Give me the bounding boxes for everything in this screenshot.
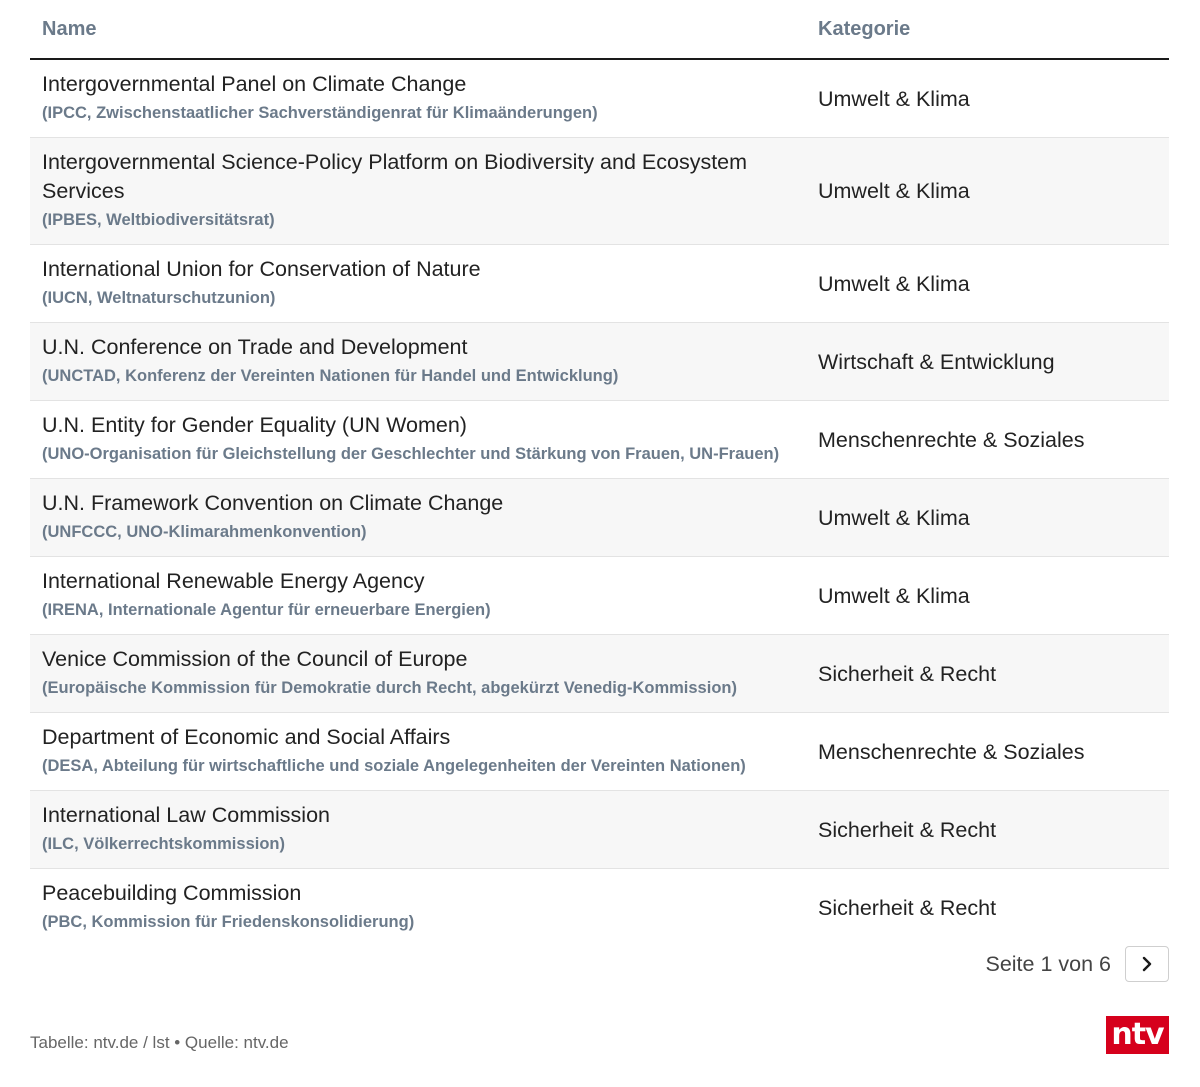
table-row [30,557,1169,635]
organization-name: Intergovernmental Panel on Climate Change [42,72,467,96]
organization-name: Venice Commission of the Council of Europe [42,647,468,671]
category-cell: Umwelt & Klima [818,179,970,203]
name-cell [30,635,806,713]
organization-subtitle: (IPCC, Zwischenstaatlicher Sachverständigenrat für Klimaänderungen) [42,104,598,122]
organization-subtitle: (DESA, Abteilung für wirtschaftliche und soziale Angelegenheiten der Vereinten Nationen) [42,757,746,775]
name-cell [30,791,806,869]
category-cell: Wirtschaft & Entwicklung [818,349,1055,374]
table-row [30,869,1169,947]
ntv-logo [1106,1016,1169,1054]
source-note: Tabelle: ntv.de / lst • Quelle: ntv.de [30,1033,289,1052]
category-cell: Umwelt & Klima [818,271,970,296]
organization-name: Department of Economic and Social Affairs [42,725,451,749]
name-cell [30,323,806,401]
organization-name: Peacebuilding Commission [42,881,302,905]
table-row [30,59,1169,138]
table-row [30,323,1169,401]
table-row [30,138,1169,245]
organization-name: U.N. Entity for Gender Equality (UN Women) [42,413,467,437]
pagination-bar [30,946,1169,986]
name-cell [30,401,806,479]
category-cell: Umwelt & Klima [818,505,970,530]
organization-name: International Law Commission [42,803,330,827]
name-cell [30,557,806,635]
table-row [30,401,1169,479]
name-cell [30,245,806,323]
organization-subtitle: (UNFCCC, UNO-Klimarahmenkonvention) [42,523,367,541]
logo-text: ntv [1111,1017,1164,1052]
organization-subtitle: (UNO-Organisation für Gleichstellung der Geschlechter und Stärkung von Frauen, UN-Frauen) [42,445,780,463]
category-cell: Sicherheit & Recht [818,895,997,920]
name-cell [30,138,806,245]
name-cell [30,713,806,791]
column-header-category[interactable]: Kategorie [806,0,1169,59]
category-cell: Sicherheit & Recht [818,817,997,842]
organization-name: International Union for Conservation of Nature [42,257,481,281]
table-row [30,713,1169,791]
organization-subtitle: (IUCN, Weltnaturschutzunion) [42,289,276,307]
column-header-name[interactable]: Name [30,0,806,59]
next-page-button[interactable] [1125,946,1169,982]
category-cell: Sicherheit & Recht [818,661,997,686]
table-row [30,479,1169,557]
category-cell: Umwelt & Klima [818,583,970,608]
page-indicator: Seite 1 von 6 [985,951,1111,976]
data-table-container [30,0,1169,946]
organization-subtitle: (IPBES, Weltbiodiversitätsrat) [42,211,275,229]
organization-subtitle: (Europäische Kommission für Demokratie durch Recht, abgekürzt Venedig-Kommission) [42,679,737,697]
table-row [30,791,1169,869]
category-cell: Umwelt & Klima [818,86,970,111]
name-cell [30,59,806,138]
organization-subtitle: (UNCTAD, Konferenz der Vereinten Nationen für Handel und Entwicklung) [42,367,619,385]
table-row [30,245,1169,323]
organization-name: U.N. Framework Convention on Climate Change [42,491,504,515]
organization-subtitle: (ILC, Völkerrechtskommission) [42,835,285,853]
organizations-table [30,0,1169,946]
category-cell: Menschenrechte & Soziales [818,427,1085,452]
category-cell: Menschenrechte & Soziales [818,739,1085,764]
organization-name: Intergovernmental Science-Policy Platform on Biodiversity and Ecosystem Services [42,150,748,203]
table-row [30,635,1169,713]
organization-subtitle: (PBC, Kommission für Friedenskonsolidierung) [42,913,415,931]
name-cell [30,869,806,947]
organization-subtitle: (IRENA, Internationale Agentur für erneuerbare Energien) [42,601,491,619]
pagination [985,946,1169,982]
table-header-row [30,0,1169,59]
name-cell [30,479,806,557]
organization-name: International Renewable Energy Agency [42,569,425,593]
organization-name: U.N. Conference on Trade and Development [42,335,468,359]
chevron-right-icon [1140,956,1154,972]
